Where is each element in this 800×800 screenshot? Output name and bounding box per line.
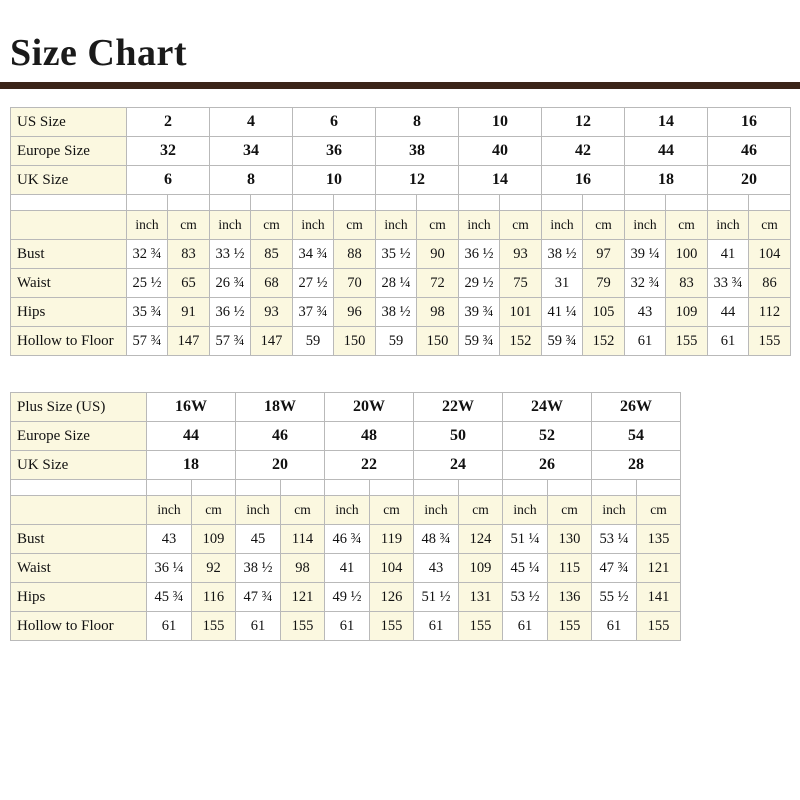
table-cell: 26 ¾ (210, 269, 251, 298)
table-cell: 88 (334, 240, 376, 269)
table-cell: 92 (192, 554, 236, 583)
table-cell: 48 (325, 422, 414, 451)
row-label: Bust (11, 240, 127, 269)
plus-size-table (10, 392, 681, 641)
row-label: Bust (11, 525, 147, 554)
table-cell: 155 (281, 612, 325, 641)
table-cell: cm (417, 211, 459, 240)
table-cell: 59 (376, 327, 417, 356)
table-cell (325, 480, 370, 496)
table-cell: inch (325, 496, 370, 525)
row-label: Europe Size (11, 137, 127, 166)
table-cell: 12 (542, 108, 625, 137)
table-row-europe-size (11, 422, 681, 451)
table-cell: 18W (236, 393, 325, 422)
table-cell: inch (147, 496, 192, 525)
table-cell (666, 195, 708, 211)
table-cell: 105 (583, 298, 625, 327)
table-cell: cm (251, 211, 293, 240)
table-cell (334, 195, 376, 211)
table-cell: 48 ¾ (414, 525, 459, 554)
table-cell: 61 (236, 612, 281, 641)
table-cell: 39 ¾ (459, 298, 500, 327)
table-cell: 38 ½ (376, 298, 417, 327)
table-cell: 31 (542, 269, 583, 298)
table-cell (625, 195, 666, 211)
table-cell: 41 (708, 240, 749, 269)
table-cell: 44 (708, 298, 749, 327)
table-cell: inch (503, 496, 548, 525)
table-cell (503, 480, 548, 496)
table-cell: 25 ½ (127, 269, 168, 298)
table-cell: 47 ¾ (592, 554, 637, 583)
table-row-spacer (11, 195, 791, 211)
table-cell: 26 (503, 451, 592, 480)
table-cell: 136 (548, 583, 592, 612)
table-cell (414, 480, 459, 496)
table-cell (370, 480, 414, 496)
table-cell: 59 ¾ (542, 327, 583, 356)
table-cell (127, 195, 168, 211)
table-cell: 27 ½ (293, 269, 334, 298)
table-row-hips (11, 298, 791, 327)
table-cell: 155 (548, 612, 592, 641)
table-cell: inch (210, 211, 251, 240)
table-cell: 90 (417, 240, 459, 269)
table-cell: 61 (414, 612, 459, 641)
table-cell: 155 (459, 612, 503, 641)
table-cell: 54 (592, 422, 681, 451)
table-cell: 38 (376, 137, 459, 166)
table-row-uk-size (11, 166, 791, 195)
table-cell: 59 (293, 327, 334, 356)
table-cell (236, 480, 281, 496)
row-label (11, 211, 127, 240)
table-cell: 35 ½ (376, 240, 417, 269)
table-cell (168, 195, 210, 211)
row-label: UK Size (11, 166, 127, 195)
table-cell: 152 (500, 327, 542, 356)
table-cell: 38 ½ (236, 554, 281, 583)
table-cell: 18 (147, 451, 236, 480)
table-cell: inch (127, 211, 168, 240)
table-cell: 32 ¾ (625, 269, 666, 298)
table-cell: 10 (293, 166, 376, 195)
table-cell: cm (500, 211, 542, 240)
table-cell (210, 195, 251, 211)
table-cell: 36 ½ (459, 240, 500, 269)
table-cell: inch (236, 496, 281, 525)
table-cell: 46 ¾ (325, 525, 370, 554)
table-cell: 14 (625, 108, 708, 137)
table-cell: 51 ½ (414, 583, 459, 612)
table-cell: 75 (500, 269, 542, 298)
standard-size-table-wrap (0, 107, 800, 356)
table-cell: 46 (236, 422, 325, 451)
table-row-us-size (11, 108, 791, 137)
table-cell (147, 480, 192, 496)
row-label: US Size (11, 108, 127, 137)
page-header (0, 0, 800, 72)
table-cell: 112 (749, 298, 791, 327)
table-cell: 53 ¼ (592, 525, 637, 554)
table-cell: cm (749, 211, 791, 240)
row-label: Hollow to Floor (11, 612, 147, 641)
table-cell: 61 (592, 612, 637, 641)
table-cell: 152 (583, 327, 625, 356)
table-cell: 52 (503, 422, 592, 451)
table-cell: 33 ¾ (708, 269, 749, 298)
table-cell: 141 (637, 583, 681, 612)
table-cell: 45 ¾ (147, 583, 192, 612)
row-label: Hollow to Floor (11, 327, 127, 356)
table-cell: 8 (210, 166, 293, 195)
table-cell: 91 (168, 298, 210, 327)
table-cell: 34 ¾ (293, 240, 334, 269)
table-cell: 115 (548, 554, 592, 583)
table-cell: 83 (666, 269, 708, 298)
table-cell: 61 (708, 327, 749, 356)
table-cell: 104 (749, 240, 791, 269)
row-label: UK Size (11, 451, 147, 480)
table-cell: 16 (708, 108, 791, 137)
table-cell: 32 (127, 137, 210, 166)
table-cell: 155 (370, 612, 414, 641)
table-cell: 155 (637, 612, 681, 641)
table-cell: 14 (459, 166, 542, 195)
table-cell: 155 (192, 612, 236, 641)
table-cell: 93 (500, 240, 542, 269)
table-cell: 101 (500, 298, 542, 327)
page-title: Size Chart (10, 32, 188, 74)
row-label: Hips (11, 298, 127, 327)
table-cell: 24W (503, 393, 592, 422)
table-row-hollow-to-floor (11, 327, 791, 356)
table-cell: 20W (325, 393, 414, 422)
table-cell: 49 ½ (325, 583, 370, 612)
table-cell: 6 (127, 166, 210, 195)
table-cell (281, 480, 325, 496)
table-cell: 119 (370, 525, 414, 554)
table-row-hips (11, 583, 681, 612)
row-label (11, 496, 147, 525)
table-row-waist (11, 554, 681, 583)
table-cell: 150 (417, 327, 459, 356)
table-cell: 45 ¼ (503, 554, 548, 583)
row-label: Hips (11, 583, 147, 612)
table-cell: 43 (414, 554, 459, 583)
table-cell: 124 (459, 525, 503, 554)
table-cell (376, 195, 417, 211)
table-cell (251, 195, 293, 211)
table-cell: 42 (542, 137, 625, 166)
table-cell: 38 ½ (542, 240, 583, 269)
table-cell: 16 (542, 166, 625, 195)
table-cell: 130 (548, 525, 592, 554)
table-cell: 22W (414, 393, 503, 422)
row-label: Waist (11, 269, 127, 298)
table-row-waist (11, 269, 791, 298)
table-cell (192, 480, 236, 496)
table-cell: 155 (749, 327, 791, 356)
table-cell: 121 (637, 554, 681, 583)
table-row-hollow-to-floor (11, 612, 681, 641)
table-cell: 155 (666, 327, 708, 356)
table-cell: 97 (583, 240, 625, 269)
table-cell: 16W (147, 393, 236, 422)
table-cell: 10 (459, 108, 542, 137)
table-cell: 147 (251, 327, 293, 356)
table-cell: 109 (666, 298, 708, 327)
table-cell: 41 ¼ (542, 298, 583, 327)
table-cell: 50 (414, 422, 503, 451)
table-cell (11, 480, 147, 496)
row-label: Waist (11, 554, 147, 583)
table-cell: 121 (281, 583, 325, 612)
table-cell: 135 (637, 525, 681, 554)
table-cell: cm (548, 496, 592, 525)
table-cell: 93 (251, 298, 293, 327)
table-cell (11, 195, 127, 211)
table-cell: inch (708, 211, 749, 240)
table-cell: 109 (459, 554, 503, 583)
table-cell: 86 (749, 269, 791, 298)
table-cell: 20 (236, 451, 325, 480)
table-cell: inch (414, 496, 459, 525)
table-cell: 8 (376, 108, 459, 137)
table-cell: cm (370, 496, 414, 525)
table-cell (548, 480, 592, 496)
table-cell: inch (625, 211, 666, 240)
table-cell: cm (583, 211, 625, 240)
table-cell: 43 (147, 525, 192, 554)
table-cell: cm (666, 211, 708, 240)
table-row-units (11, 496, 681, 525)
table-cell: inch (376, 211, 417, 240)
table-cell: 43 (625, 298, 666, 327)
table-cell: cm (192, 496, 236, 525)
table-cell: cm (637, 496, 681, 525)
table-row-plus-size (11, 393, 681, 422)
table-cell: 68 (251, 269, 293, 298)
table-cell (708, 195, 749, 211)
table-cell (749, 195, 791, 211)
table-cell: 26W (592, 393, 681, 422)
table-cell: 24 (414, 451, 503, 480)
table-cell: 41 (325, 554, 370, 583)
table-cell: 116 (192, 583, 236, 612)
table-cell (637, 480, 681, 496)
table-cell (459, 195, 500, 211)
table-cell: inch (592, 496, 637, 525)
table-cell: 47 ¾ (236, 583, 281, 612)
table-cell: inch (293, 211, 334, 240)
row-label: Europe Size (11, 422, 147, 451)
table-cell: 61 (325, 612, 370, 641)
table-cell: 79 (583, 269, 625, 298)
table-cell: 100 (666, 240, 708, 269)
table-cell: 57 ¾ (127, 327, 168, 356)
table-cell: 28 ¼ (376, 269, 417, 298)
table-cell: 85 (251, 240, 293, 269)
table-cell: 131 (459, 583, 503, 612)
table-cell: 45 (236, 525, 281, 554)
table-cell: 44 (625, 137, 708, 166)
table-cell: 65 (168, 269, 210, 298)
table-cell (417, 195, 459, 211)
table-row-units (11, 211, 791, 240)
table-cell: 46 (708, 137, 791, 166)
table-row-bust (11, 525, 681, 554)
table-row-spacer (11, 480, 681, 496)
table-cell: 35 ¾ (127, 298, 168, 327)
table-cell: 98 (417, 298, 459, 327)
table-cell: cm (459, 496, 503, 525)
table-cell: 83 (168, 240, 210, 269)
table-cell (500, 195, 542, 211)
table-cell: 55 ½ (592, 583, 637, 612)
table-cell: 18 (625, 166, 708, 195)
table-cell: 44 (147, 422, 236, 451)
plus-size-table-wrap (0, 392, 800, 641)
row-label: Plus Size (US) (11, 393, 147, 422)
table-cell: 109 (192, 525, 236, 554)
table-cell: 96 (334, 298, 376, 327)
table-cell: 4 (210, 108, 293, 137)
table-row-bust (11, 240, 791, 269)
table-row-europe-size (11, 137, 791, 166)
table-cell: 70 (334, 269, 376, 298)
table-cell: inch (459, 211, 500, 240)
table-cell: 72 (417, 269, 459, 298)
table-cell: cm (168, 211, 210, 240)
table-cell: 61 (147, 612, 192, 641)
table-cell: 51 ¼ (503, 525, 548, 554)
table-cell: 147 (168, 327, 210, 356)
table-cell: 40 (459, 137, 542, 166)
table-cell: 2 (127, 108, 210, 137)
table-cell: 36 ¼ (147, 554, 192, 583)
table-cell: 29 ½ (459, 269, 500, 298)
table-cell: 104 (370, 554, 414, 583)
table-cell: 32 ¾ (127, 240, 168, 269)
table-cell (542, 195, 583, 211)
table-cell: 12 (376, 166, 459, 195)
table-cell: 59 ¾ (459, 327, 500, 356)
table-cell (592, 480, 637, 496)
table-cell: 20 (708, 166, 791, 195)
table-cell: 61 (503, 612, 548, 641)
table-cell: cm (281, 496, 325, 525)
table-cell (583, 195, 625, 211)
table-cell: 98 (281, 554, 325, 583)
table-cell: 114 (281, 525, 325, 554)
table-cell: 34 (210, 137, 293, 166)
table-cell: 28 (592, 451, 681, 480)
table-cell (459, 480, 503, 496)
table-cell: 61 (625, 327, 666, 356)
standard-size-table (10, 107, 791, 356)
table-cell: 150 (334, 327, 376, 356)
table-cell: 36 ½ (210, 298, 251, 327)
table-cell (293, 195, 334, 211)
table-cell: 53 ½ (503, 583, 548, 612)
table-cell: 6 (293, 108, 376, 137)
table-cell: 57 ¾ (210, 327, 251, 356)
table-cell: cm (334, 211, 376, 240)
table-cell: 126 (370, 583, 414, 612)
table-cell: 39 ¼ (625, 240, 666, 269)
table-row-uk-size (11, 451, 681, 480)
table-cell: 36 (293, 137, 376, 166)
table-cell: 22 (325, 451, 414, 480)
table-cell: 33 ½ (210, 240, 251, 269)
table-cell: inch (542, 211, 583, 240)
title-divider (0, 82, 800, 89)
table-cell: 37 ¾ (293, 298, 334, 327)
